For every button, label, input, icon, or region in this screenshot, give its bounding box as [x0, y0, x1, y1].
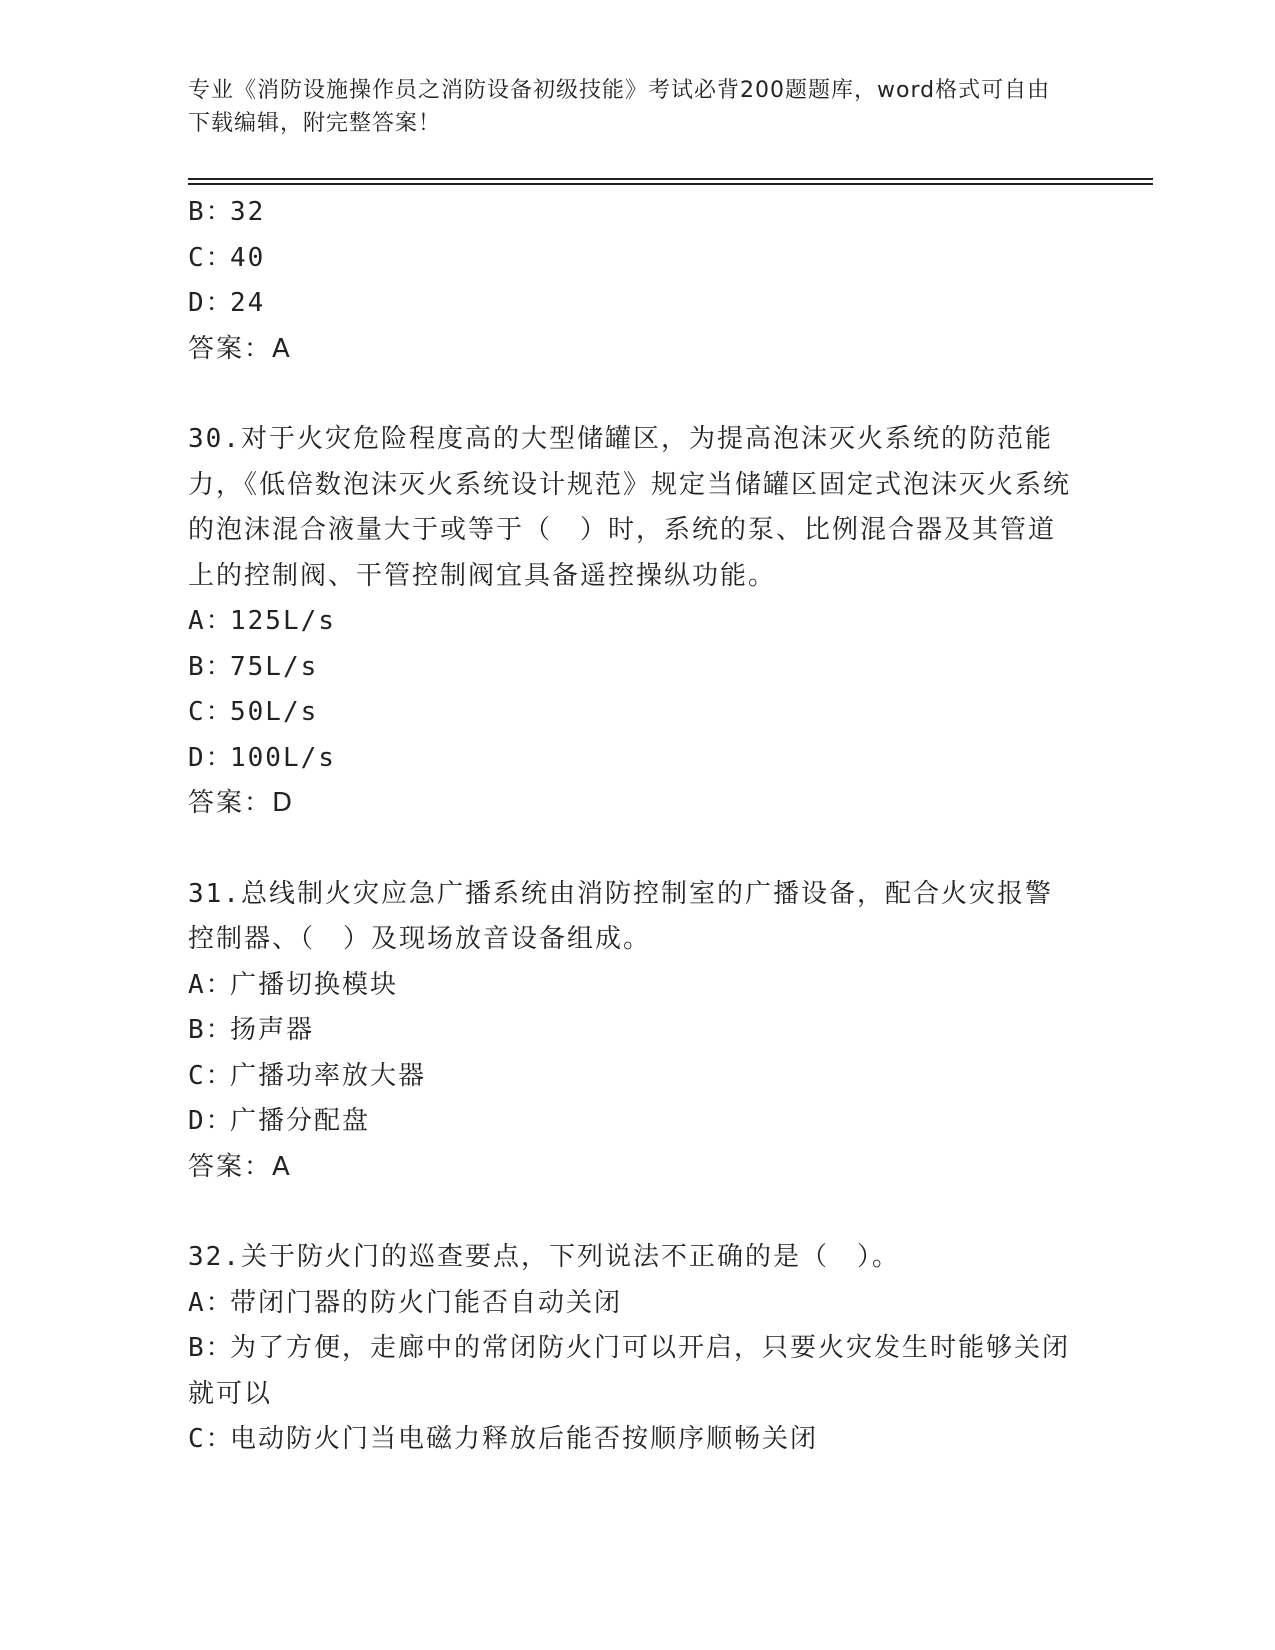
- question-32: [188, 1235, 1078, 1463]
- option-text: 广播切换模块: [230, 969, 399, 1000]
- option-text: 带闭门器的防火门能否自动关闭: [230, 1287, 623, 1318]
- option-d: [188, 281, 1078, 327]
- option-c: [188, 690, 1078, 736]
- option-b: [188, 1326, 1078, 1417]
- option-d: [188, 736, 1078, 782]
- option-b: [188, 190, 1078, 236]
- answer-line: 答案：A: [188, 1151, 292, 1182]
- option-a: [188, 963, 1078, 1009]
- option-b: [188, 645, 1078, 691]
- option-letter: A：: [188, 1287, 234, 1318]
- header-rule-top: [188, 178, 1153, 180]
- option-a: [188, 599, 1078, 645]
- option-text: 75L/s: [230, 651, 319, 682]
- option-letter: C：: [188, 1424, 234, 1454]
- question-30: [188, 417, 1078, 827]
- question-list: [188, 190, 1078, 1463]
- option-letter: D：: [188, 288, 234, 318]
- option-d: [188, 1099, 1078, 1145]
- document-header: 专业《消防设施操作员之消防设备初级技能》考试必背200题题库，word格式可自由下载编辑，附完整答案！: [188, 78, 1051, 136]
- option-letter: B：: [188, 651, 234, 682]
- option-letter: A：: [188, 969, 234, 1000]
- answer-line: 答案：A: [188, 333, 292, 364]
- question-31: [188, 872, 1078, 1191]
- option-letter: C：: [188, 697, 234, 727]
- option-text: 40: [230, 242, 266, 273]
- option-text: 为了方便，走廊中的常闭防火门可以开启，只要火灾发生时能够关闭就可以: [188, 1333, 1071, 1409]
- option-letter: C：: [188, 1060, 234, 1091]
- option-text: 24: [230, 288, 266, 318]
- option-text: 扬声器: [230, 1015, 315, 1045]
- option-letter: B：: [188, 197, 234, 227]
- option-letter: B：: [188, 1015, 234, 1045]
- option-text: 电动防火门当电磁力释放后能否按顺序顺畅关闭: [230, 1424, 819, 1454]
- option-letter: C：: [188, 242, 234, 273]
- option-text: 100L/s: [230, 742, 336, 773]
- option-letter: B：: [188, 1333, 234, 1363]
- question-stem: 32.关于防火门的巡查要点，下列说法不正确的是（ ）。: [188, 1242, 900, 1272]
- question-stem: 30.对于火灾危险程度高的大型储罐区，为提高泡沫灭火系统的防范能力，《低倍数泡沫灭火系统设计规范》规定当储罐区固定式泡沫灭火系统的泡沫混合液量大于或等于（ ）时，系统的泵、比例混合器及其管道上的控制阀、干管控制阀宜具备遥控操纵功能。: [188, 424, 1072, 591]
- answer-line: 答案：D: [188, 788, 295, 818]
- option-c: [188, 1054, 1078, 1100]
- option-a: [188, 1281, 1078, 1327]
- option-c: [188, 1417, 1078, 1463]
- question-fragment: [188, 190, 1078, 372]
- option-text: 广播功率放大器: [230, 1060, 427, 1091]
- option-letter: A：: [188, 606, 234, 636]
- header-rule-bottom: [188, 183, 1153, 185]
- option-b: [188, 1008, 1078, 1054]
- question-stem: 31.总线制火灾应急广播系统由消防控制室的广播设备，配合火灾报警控制器、（ ）及现场放音设备组成。: [188, 878, 1053, 954]
- option-letter: D：: [188, 742, 234, 773]
- option-letter: D：: [188, 1106, 234, 1136]
- option-text: 50L/s: [230, 697, 319, 727]
- option-text: 广播分配盘: [230, 1106, 371, 1136]
- option-text: 125L/s: [230, 606, 336, 636]
- option-text: 32: [230, 197, 266, 227]
- option-c: [188, 236, 1078, 282]
